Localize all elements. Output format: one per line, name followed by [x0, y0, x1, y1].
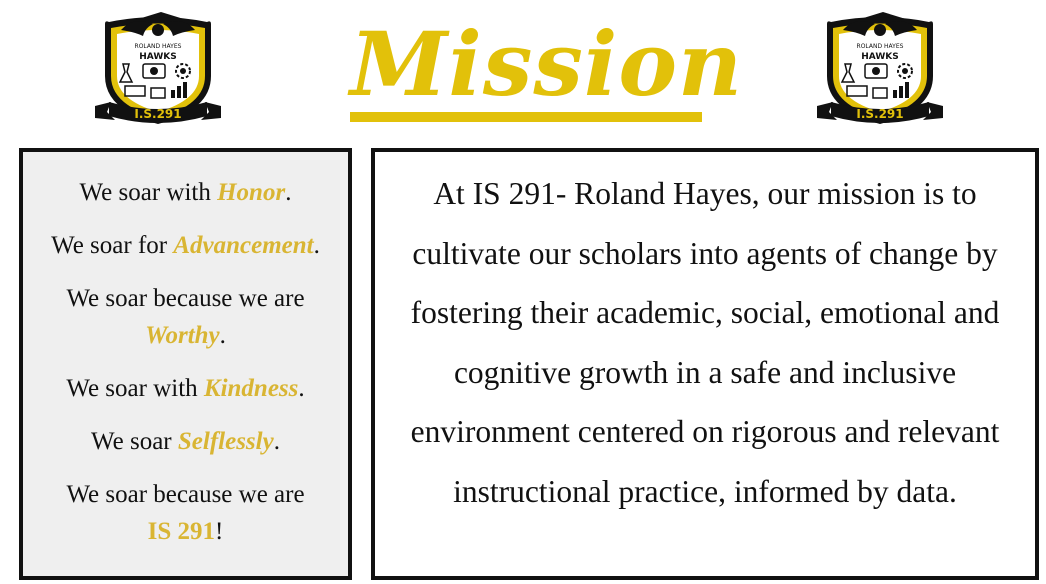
crest-mascot: HAWKS [861, 52, 899, 62]
motto-prefix: We soar with [66, 375, 204, 402]
motto-line-honor [31, 174, 340, 211]
motto-prefix: We soar with [79, 179, 218, 206]
school-crest-logo-left [91, 6, 225, 134]
motto-keyword: IS 291 [147, 518, 216, 545]
crest-school-name: ROLAND HAYES [856, 43, 904, 50]
motto-prefix: We soar [91, 428, 178, 455]
motto-keyword: Selflessly [177, 428, 274, 455]
motto-line-advancement [31, 227, 340, 264]
motto-line-selflessly [31, 423, 340, 460]
crest-mascot: HAWKS [139, 52, 177, 62]
motto-prefix: We soar because we are [66, 481, 305, 508]
hawk-crest-icon [813, 6, 947, 134]
motto-suffix: . [298, 375, 305, 402]
motto-suffix: . [273, 428, 280, 455]
motto-line-kindness [31, 370, 340, 407]
motto-keyword: Advancement [173, 232, 314, 259]
motto-keyword: Kindness [203, 375, 299, 402]
motto-suffix: . [285, 179, 292, 206]
crest-banner-text: I.S.291 [134, 107, 182, 121]
page-title: Mission [350, 14, 702, 122]
hawk-crest-icon [91, 6, 225, 134]
motto-panel [19, 148, 352, 580]
mission-statement: At IS 291- Roland Hayes, our mission is to cultivate our scholars into agents of change by fostering their academic, social, emotional and cognitive growth in a safe and inclusive environment centered on rigorous and relevant instructional practice, informed by data. [410, 176, 1000, 509]
motto-line-is291 [31, 476, 340, 550]
motto-keyword: Honor [217, 179, 286, 206]
motto-suffix: ! [215, 518, 224, 545]
motto-prefix: We soar for [51, 232, 174, 259]
motto-line-worthy [31, 280, 340, 354]
school-crest-logo-right [813, 6, 947, 134]
motto-suffix: . [219, 322, 226, 349]
mission-statement-panel [371, 148, 1039, 580]
crest-school-name: ROLAND HAYES [134, 43, 182, 50]
crest-banner-text: I.S.291 [856, 107, 904, 121]
motto-prefix: We soar because we are [66, 285, 305, 312]
motto-suffix: . [313, 232, 320, 259]
motto-keyword: Worthy [145, 322, 220, 349]
